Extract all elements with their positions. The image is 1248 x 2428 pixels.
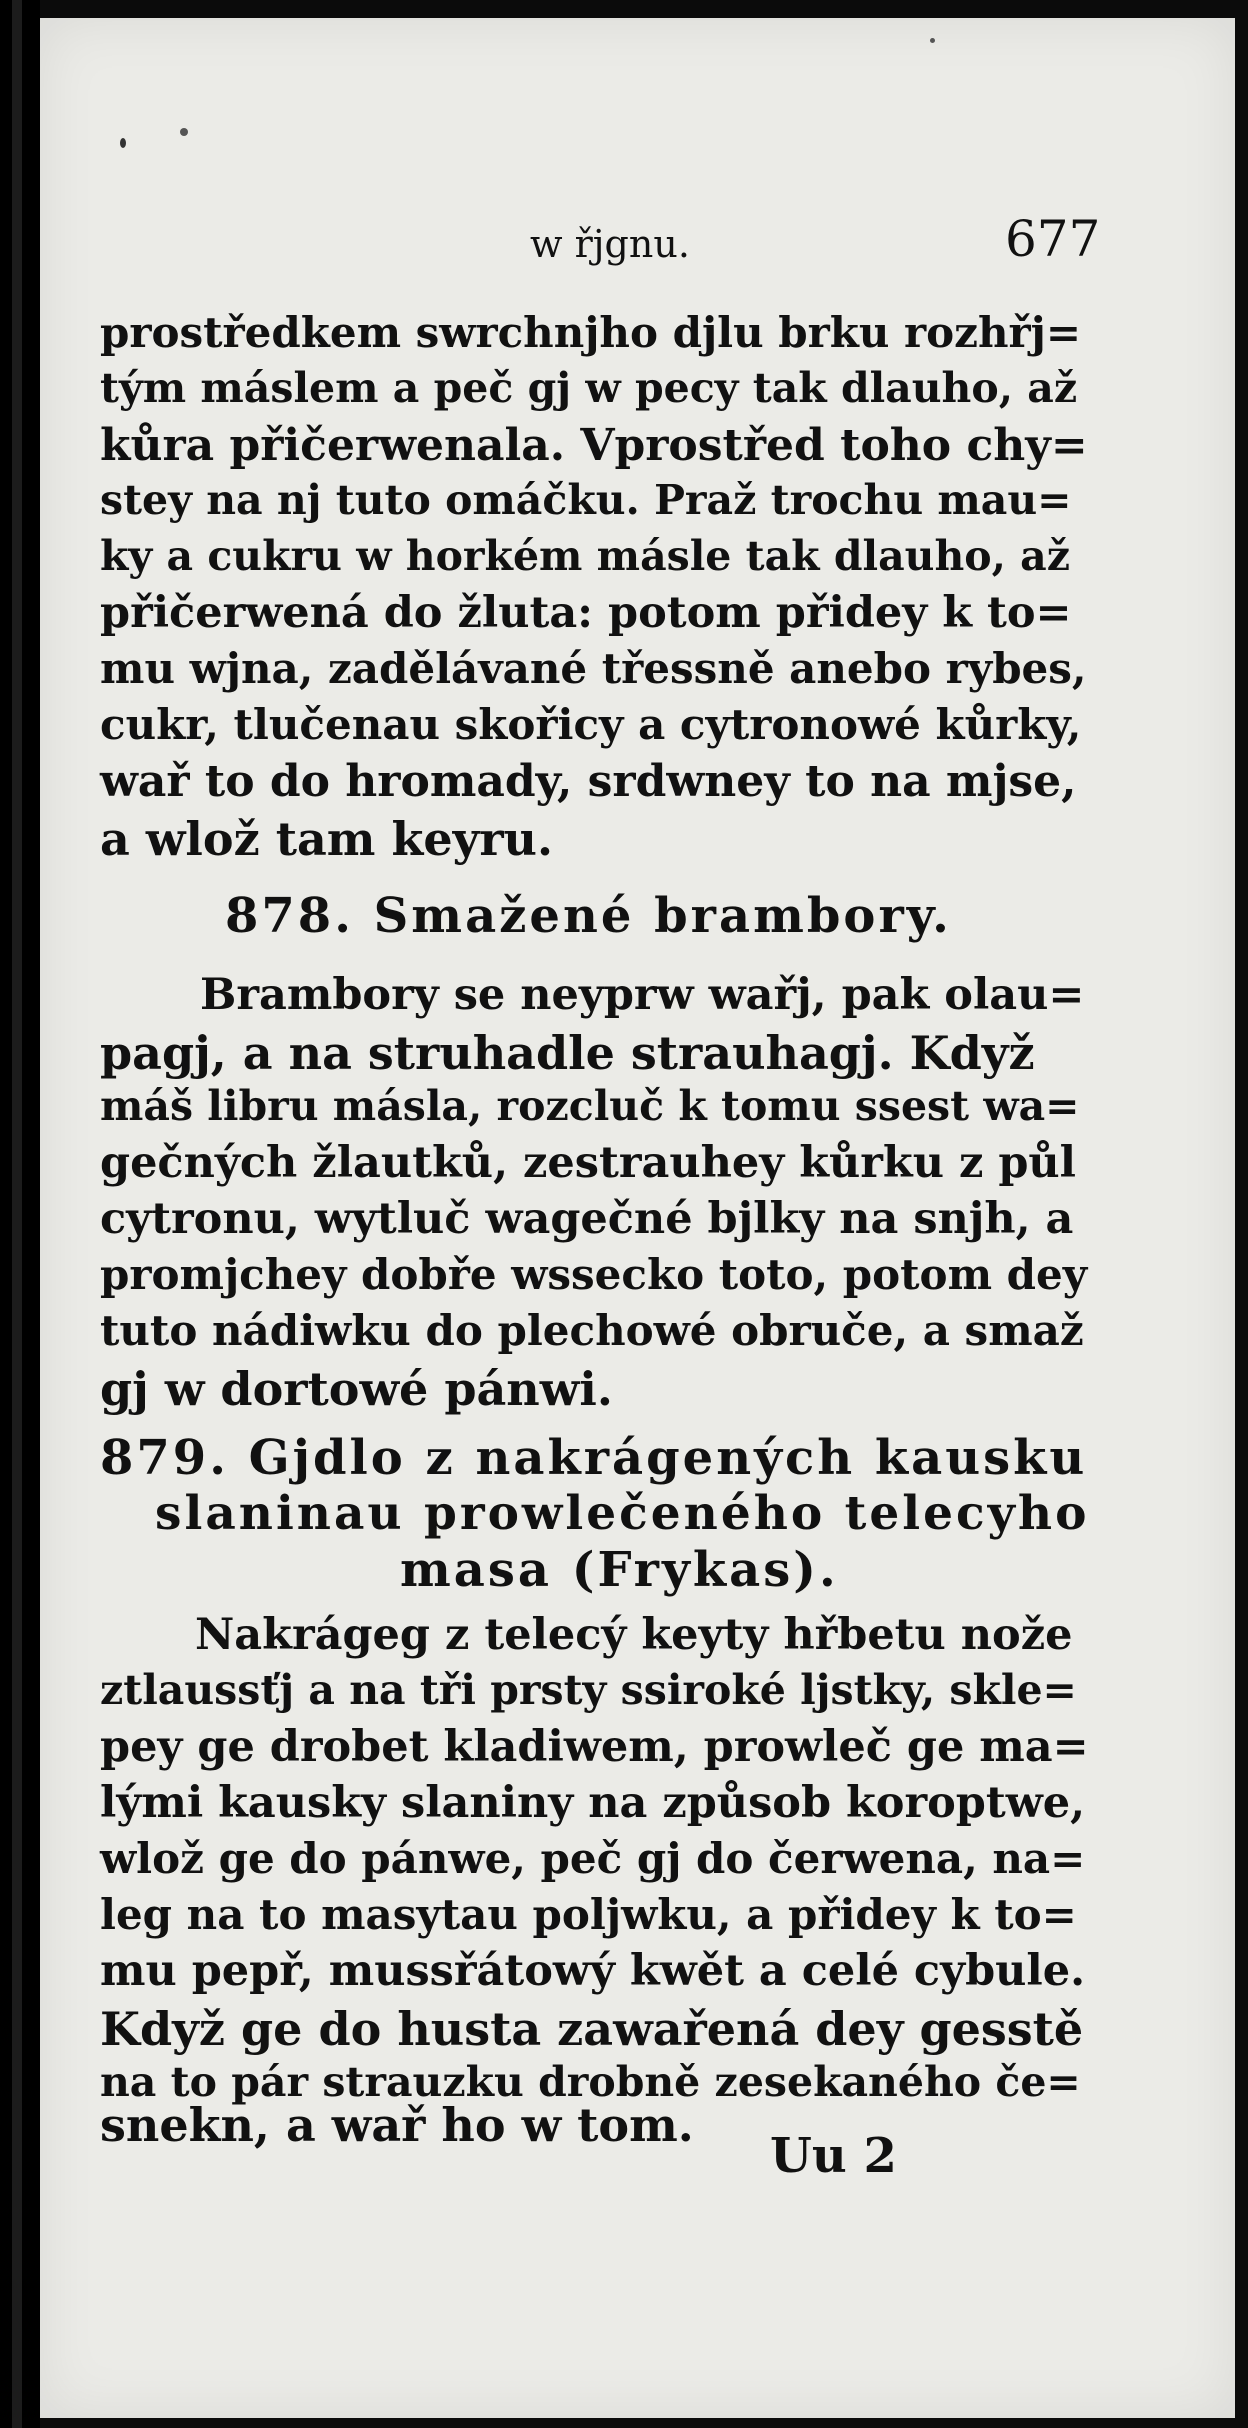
body-line: mu wjna, zadělávané třessně anebo rybes,: [100, 644, 1087, 693]
ink-speck: [180, 128, 188, 136]
body-line: wlož ge do pánwe, peč gj do čerwena, na=: [100, 1834, 1086, 1883]
body-line: lými kausky slaniny na způsob koroptwe,: [100, 1778, 1086, 1828]
body-line: snekn, a wař ho w tom.: [100, 2098, 694, 2152]
body-line: máš libru másla, rozcluč k tomu ssest wa=: [100, 1082, 1080, 1130]
signature-mark: Uu 2: [770, 2128, 897, 2184]
body-line: ky a cukru w horkém másle tak dlauho, až: [100, 532, 1071, 580]
recipe-heading: masa (Frykas).: [400, 1542, 839, 1598]
body-line: pagj, a na struhadle strauhagj. Když: [100, 1026, 1035, 1080]
recipe-heading: slaninau prowlečeného telecyho: [155, 1486, 1090, 1541]
body-line: přičerwená do žluta: potom přidey k to=: [100, 588, 1072, 638]
body-line: pey ge drobet kladiwem, prowleč ge ma=: [100, 1722, 1089, 1772]
body-line: cukr, tlučenau skořicy a cytronowé kůrky,: [100, 700, 1082, 749]
body-line: prostředkem swrchnjho djlu brku rozhřj=: [100, 308, 1082, 357]
body-line: tým máslem a peč gj w pecy tak dlauho, až: [100, 364, 1078, 412]
body-line: Nakrágeg z telecý keyty hřbetu nože: [195, 1610, 1073, 1660]
page-number: 677: [1005, 210, 1101, 268]
body-line: wař to do hromady, srdwney to na mjse,: [100, 756, 1077, 807]
body-line: na to pár strauzku drobně zesekaného če=: [100, 2058, 1081, 2106]
body-line: a wlož tam keyru.: [100, 812, 554, 866]
body-line: ztlaussťj a na tři prsty ssiroké ljstky, skle=: [100, 1666, 1077, 1714]
body-line: stey na nj tuto omáčku. Praž trochu mau=: [100, 476, 1072, 524]
spine-edge: [12, 0, 22, 2428]
body-line: tuto nádiwku do plechowé obruče, a smaž: [100, 1306, 1084, 1355]
ink-speck: [930, 38, 935, 43]
body-line: mu pepř, mussřátowý kwět a celé cybule.: [100, 1946, 1086, 1996]
ink-speck: [120, 138, 126, 148]
body-line: Když ge do husta zawařená dey gesstě: [100, 2002, 1084, 2056]
running-title: w řjgnu.: [530, 222, 690, 266]
recipe-heading: 878. Smažené brambory.: [225, 888, 952, 944]
recipe-heading: 879. Gjdlo z nakrágených kausku: [100, 1430, 1088, 1486]
body-line: promjchey dobře wssecko toto, potom dey: [100, 1250, 1088, 1299]
body-line: Brambory se neyprw wařj, pak olau=: [200, 970, 1085, 1020]
body-line: leg na to masytau poljwku, a přidey k to=: [100, 1890, 1077, 1939]
body-line: gečných žlautků, zestrauhey kůrku z půl: [100, 1138, 1077, 1188]
body-line: cytronu, wytluč wagečné bjlky na snjh, a: [100, 1194, 1074, 1244]
body-line: gj w dortowé pánwi.: [100, 1362, 613, 1416]
body-line: kůra přičerwenala. Vprostřed toho chy=: [100, 420, 1088, 471]
